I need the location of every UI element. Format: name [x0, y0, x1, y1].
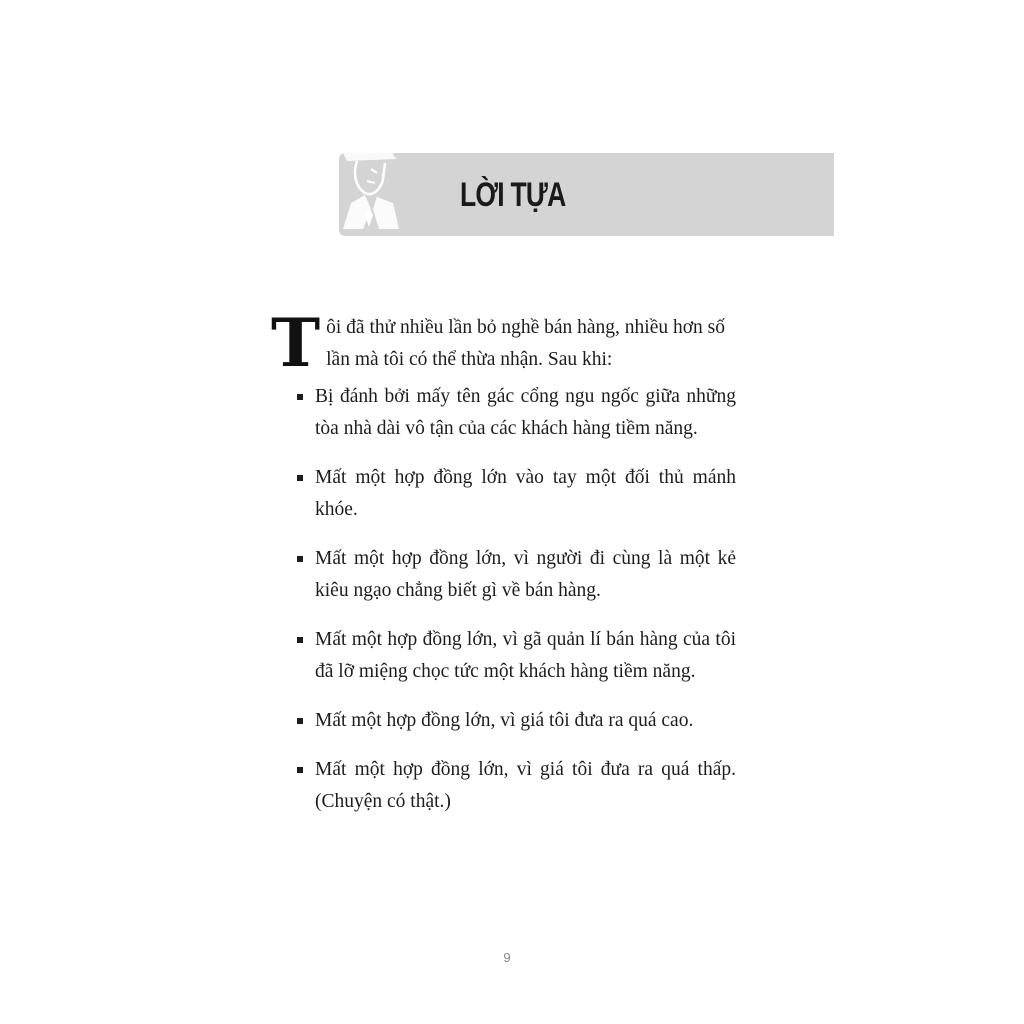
- list-item: [273, 624, 736, 688]
- page-number: 9: [503, 950, 511, 965]
- chapter-header-band: [339, 153, 834, 236]
- bullet-icon: [297, 718, 303, 724]
- intro-text: ôi đã thử nhiều lần bỏ nghề bán hàng, nhiều hơn số lần mà tôi có thể thừa nhận. Sau khi:: [326, 317, 726, 370]
- list-item: [273, 754, 736, 818]
- chapter-title: LỜI TỰA: [460, 176, 566, 214]
- salesman-portrait-icon: [337, 143, 401, 233]
- list-item-text: Mất một hợp đồng lớn, vì giá tôi đưa ra quá thấp. (Chuyện có thật.): [315, 759, 736, 812]
- list-item-text: Mất một hợp đồng lớn vào tay một đối thủ mánh khóe.: [315, 467, 736, 520]
- bullet-icon: [297, 767, 303, 773]
- bullet-icon: [297, 556, 303, 562]
- bullet-list: [273, 381, 736, 818]
- bullet-icon: [297, 475, 303, 481]
- list-item-text: Bị đánh bởi mấy tên gác cổng ngu ngốc giữa những tòa nhà dài vô tận của các khách hàng tiềm năng.: [315, 386, 736, 439]
- bullet-icon: [297, 637, 303, 643]
- intro-paragraph: [271, 304, 736, 382]
- drop-cap: T: [271, 304, 321, 382]
- body-text: [271, 304, 736, 835]
- list-item: [273, 543, 736, 607]
- list-item: [273, 381, 736, 445]
- list-item-text: Mất một hợp đồng lớn, vì người đi cùng là một kẻ kiêu ngạo chẳng biết gì về bán hàng.: [315, 548, 736, 601]
- list-item: [273, 462, 736, 526]
- bullet-icon: [297, 394, 303, 400]
- list-item: [273, 705, 736, 737]
- list-item-text: Mất một hợp đồng lớn, vì giá tôi đưa ra quá cao.: [315, 710, 694, 731]
- list-item-text: Mất một hợp đồng lớn, vì gã quản lí bán hàng của tôi đã lỡ miệng chọc tức một khách hàng tiềm năng.: [315, 629, 736, 682]
